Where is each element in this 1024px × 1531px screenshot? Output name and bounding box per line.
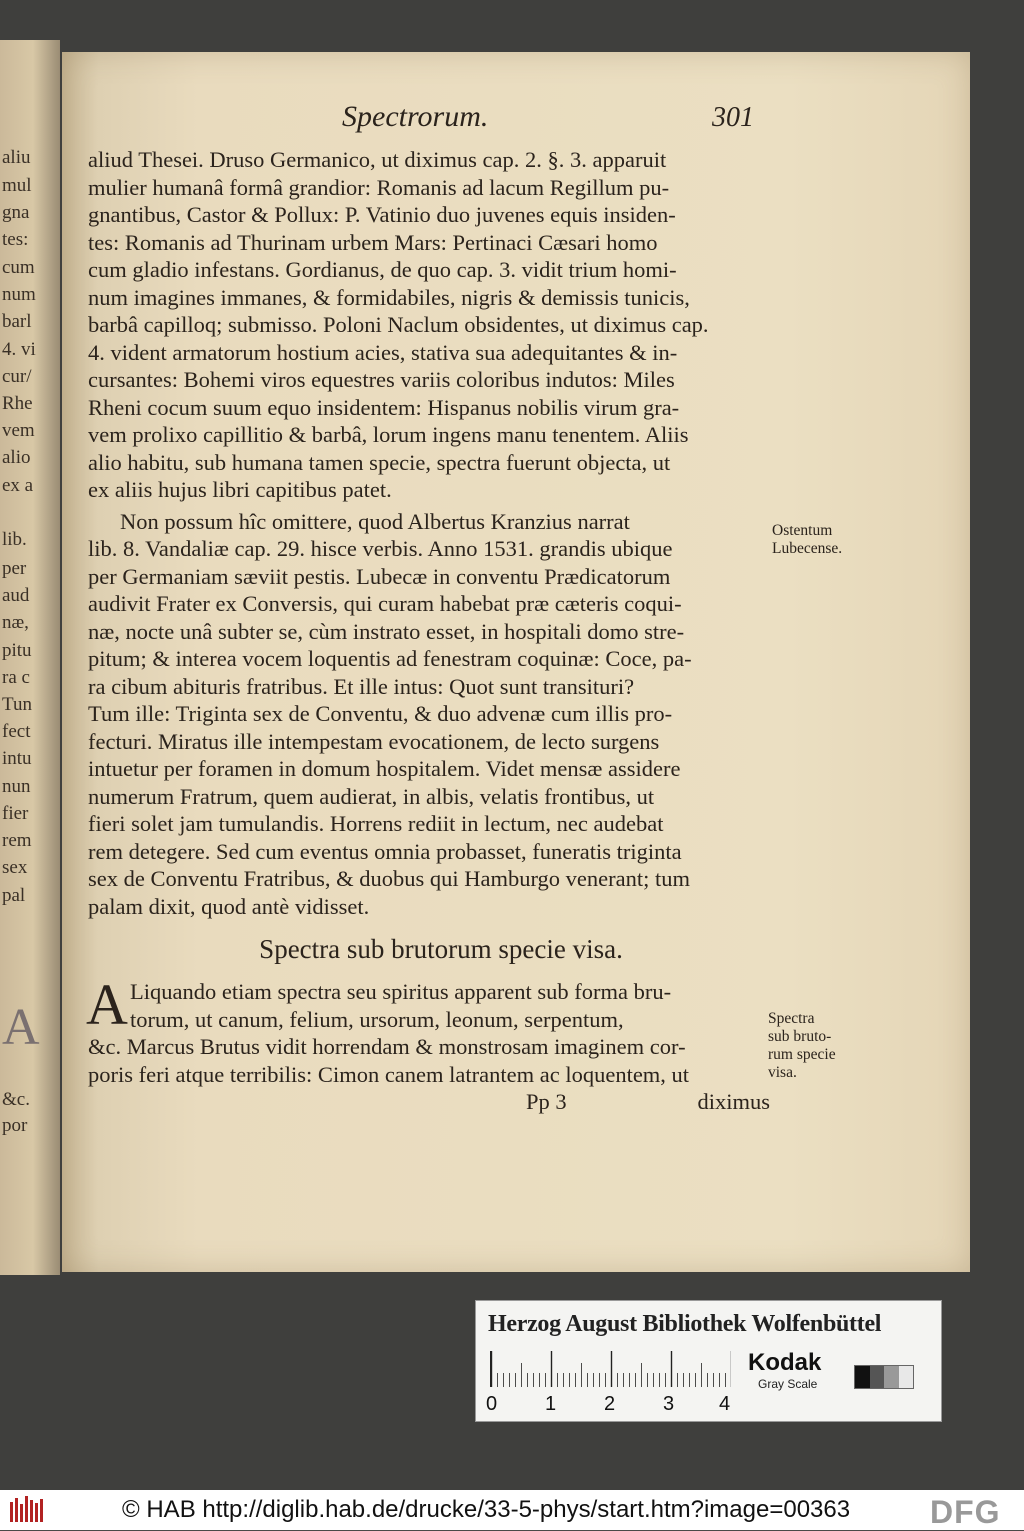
catch-line: [88, 1088, 770, 1116]
ruler-number: 3: [663, 1393, 675, 1415]
gray-swatches: [854, 1365, 914, 1389]
text-line: cursantes: Bohemi viros equestres variis coloribus indutos: Miles: [88, 367, 675, 392]
left-page-text-fragment: sex: [2, 857, 28, 878]
text-line: poris feri atque terribilis: Cimon canem latrantem ac loquentem, ut: [88, 1061, 690, 1087]
text-line: rem detegere. Sed cum eventus omnia probasset, funeratis triginta: [88, 838, 682, 864]
left-page-text-fragment: por: [2, 1115, 28, 1136]
left-page-text-fragment: &c.: [2, 1089, 30, 1110]
running-head: Spectrorum.: [342, 100, 489, 133]
ruler-number: 1: [545, 1393, 557, 1415]
text-line: num imagines immanes, & formidabiles, nigris & demissis tunicis,: [88, 284, 690, 310]
left-page-text-fragment: tes:: [2, 229, 29, 250]
paragraph-1: [88, 146, 770, 504]
left-page-text-fragment: nun: [2, 776, 31, 797]
text-line: intuetur per foramen in domum hospitalem. Videt mensæ assidere: [88, 756, 681, 781]
margin-note-line: Lubecense.: [772, 540, 843, 557]
left-page-text-fragment: pal: [2, 885, 26, 906]
text-line: torum, ut canum, felium, ursorum, leonum, serpentum,: [130, 1006, 624, 1032]
text-line: sex de Conventu Fratribus, & duobus qui Hamburgo venerant; tum: [88, 866, 691, 891]
left-page-fragment: [0, 40, 60, 1275]
left-page-text-fragment: fect: [2, 721, 31, 742]
paragraph-2: [88, 508, 770, 921]
text-line: ra cibum abituris fratribus. Et ille intus: Quot sunt transituri?: [88, 673, 635, 699]
left-page-text-fragment: ra c: [2, 667, 30, 688]
margin-note-ostentum: [772, 522, 842, 558]
left-page-text-fragment: intu: [2, 748, 32, 769]
page-number: 301: [712, 102, 754, 133]
text-line: per Germaniam sæviit pestis. Lubecæ in conventu Prædicatorum: [88, 563, 671, 589]
left-page-text-fragment: num: [2, 284, 36, 305]
ruler-number: 0: [486, 1393, 498, 1415]
hab-logo-icon: [8, 1494, 48, 1526]
left-page-text-fragment: cur/: [2, 366, 32, 387]
left-page-text-fragment: ex a: [2, 475, 34, 496]
margin-note-line: rum specie: [768, 1046, 836, 1063]
text-line: Liquando etiam spectra seu spiritus apparent sub forma bru- A: [86, 972, 672, 1037]
margin-note-line: sub bruto-: [768, 1028, 832, 1045]
text-line: lib. 8. Vandaliæ cap. 29. hisce verbis. Anno 1531. grandis ubique: [88, 536, 673, 561]
left-page-text-fragment: 4. vi: [2, 339, 36, 360]
text-line: fecturi. Miratus ille intempestam evocationem, de lecto surgens: [88, 728, 660, 754]
text-line: vem prolixo capillitio & barbâ, lorum ingens manu tenentem. Aliis: [88, 422, 689, 447]
text-line: fieri solet jam tumulandis. Horrens rediit in lectum, nec audebat: [88, 811, 664, 836]
left-page-text-fragment: alio: [2, 447, 31, 468]
text-line: 4. vident armatorum hostium acies, stativa sua adequitantes & in-: [88, 339, 678, 365]
text-line: ex aliis hujus libri capitibus patet.: [88, 477, 392, 502]
library-color-card: [475, 1300, 942, 1422]
text-line: Tum ille: Triginta sex de Conventu, & duo advenæ cum illis pro-: [88, 701, 673, 726]
text-line: alio habitu, sub humana tamen specie, spectra fuerunt objecta, ut: [88, 449, 671, 475]
left-page-text-fragment: Rhe: [2, 393, 33, 414]
kodak-brand: Kodak: [748, 1349, 822, 1376]
left-page-text-fragment: per: [2, 558, 27, 579]
text-line: audivit Frater ex Conversis, qui curam habebat præ cæteris coqui-: [88, 591, 682, 616]
margin-note-line: Ostentum: [772, 522, 833, 539]
left-page-text-fragment: mul: [2, 175, 32, 196]
ruler-number: 2: [604, 1393, 616, 1415]
text-line: Non possum hîc omittere, quod Albertus Kranzius narrat: [120, 508, 630, 534]
text-line: tes: Romanis ad Thurinam urbem Mars: Pertinaci Cæsari homo: [88, 229, 658, 255]
left-page-text-fragment: gna: [2, 202, 30, 223]
text-line: Rheni cocum suum equo insidentem: Hispanus nobilis virum gra-: [88, 394, 680, 420]
dfg-logo: DFG: [930, 1494, 1001, 1530]
gray-scale-label: Gray Scale: [758, 1377, 818, 1391]
left-page-text-fragment: Tun: [2, 694, 32, 715]
margin-note-line: Spectra: [768, 1010, 815, 1027]
text-line: mulier humanâ formâ grandior: Romanis ad lacum Regillum pu-: [88, 174, 670, 200]
text-line: palam dixit, quod antè vidisset.: [88, 893, 370, 919]
left-page-text-fragment: barl: [2, 311, 32, 332]
card-title: Herzog August Bibliothek Wolfenbüttel: [488, 1311, 882, 1337]
left-page-text-fragment: lib.: [2, 529, 27, 550]
drop-cap: A: [86, 972, 128, 1037]
text-line: cum gladio infestans. Gordianus, de quo cap. 3. vidit trium homi-: [88, 257, 677, 282]
ruler-number: 4: [719, 1393, 731, 1415]
text-line: aliud Thesei. Druso Germanico, ut diximus cap. 2. §. 3. apparuit: [88, 147, 667, 172]
left-page-text-fragment: pitu: [2, 640, 32, 661]
left-page-text-fragment: næ,: [2, 612, 29, 633]
text-line: &c. Marcus Brutus vidit horrendam & monstrosam imaginem cor-: [88, 1034, 686, 1059]
left-page-text-fragment: vem: [2, 420, 35, 441]
left-page-text-fragment: fier: [2, 803, 29, 824]
left-page-text-fragment: aliu: [2, 147, 31, 168]
text-line: numerum Fratrum, quem audierat, in albis, velatis frontibus, ut: [88, 783, 655, 809]
margin-note-line: visa.: [768, 1064, 797, 1081]
text-line: gnantibus, Castor & Pollux: P. Vatinio duo juvenes equis insiden-: [88, 202, 676, 227]
page-body: [88, 146, 770, 1116]
scale-ruler: [490, 1351, 731, 1387]
text-line: pitum; & interea vocem loquentis ad fenestram coquinæ: Coce, pa-: [88, 646, 692, 671]
margin-note-spectra: [768, 1010, 836, 1082]
signature-mark: Pp 3: [526, 1089, 567, 1114]
text-line: barbâ capilloq; submisso. Poloni Naclum obsidentes, ut diximus cap.: [88, 312, 709, 337]
left-page-text-fragment: rem: [2, 830, 32, 851]
left-page-text-fragment: aud: [2, 585, 30, 606]
left-page-text-fragment: A: [2, 999, 40, 1056]
catchword: diximus: [697, 1089, 770, 1114]
footer-copyright-link[interactable]: © HAB http://diglib.hab.de/drucke/33-5-phys/start.htm?image=00363: [122, 1496, 851, 1523]
text-line: næ, nocte unâ subter se, cùm instrato esset, in hospitali domo stre-: [88, 618, 685, 644]
left-page-text-fragment: cum: [2, 257, 35, 278]
section-title: Spectra sub brutorum specie visa.: [259, 934, 623, 964]
paragraph-3: [86, 972, 770, 1088]
